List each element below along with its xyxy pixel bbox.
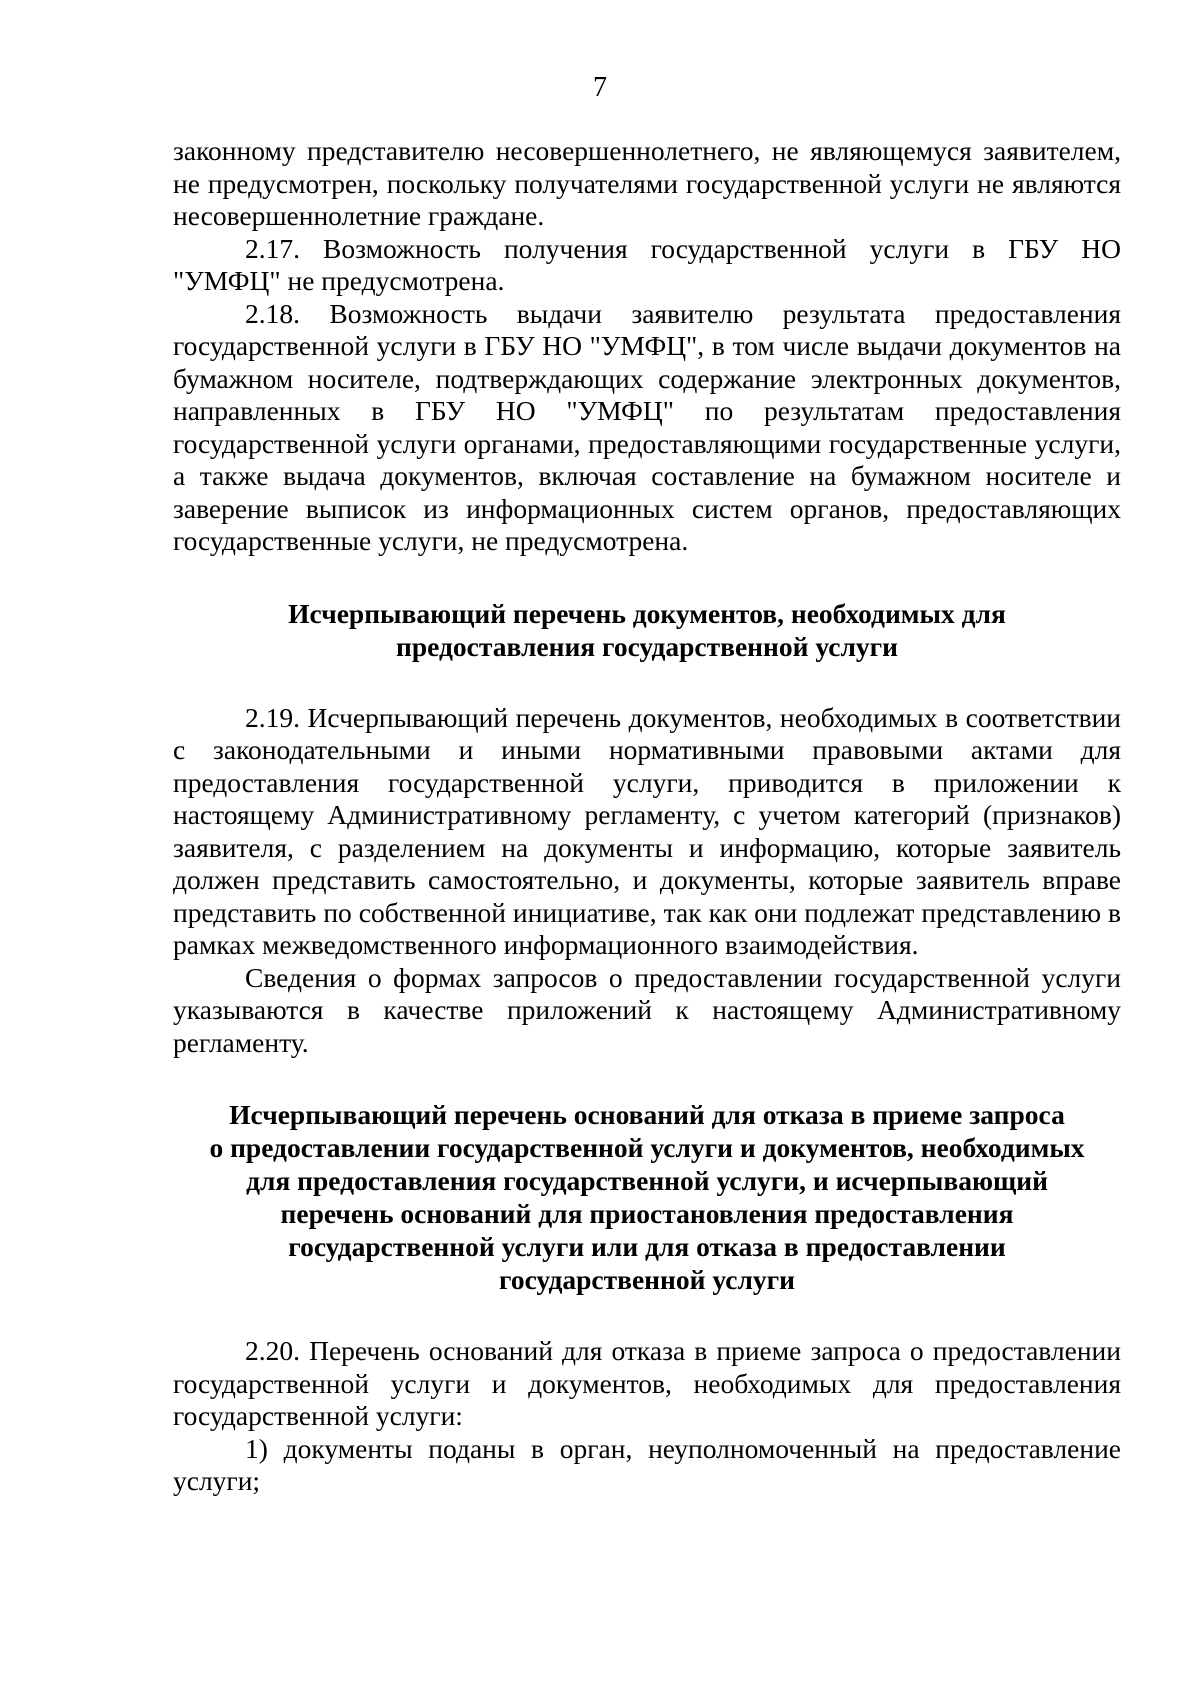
- heading-line: государственной услуги: [499, 1264, 795, 1295]
- heading-line: Исчерпывающий перечень документов, необходимых для: [288, 597, 1006, 629]
- paragraph-2-20: 2.20. Перечень оснований для отказа в приеме запроса о предоставлении государственной услуги и документов, необходимых для предоставления государственной услуги:: [173, 1335, 1121, 1431]
- document-body: [173, 135, 1121, 1498]
- section-heading-documents: [173, 597, 1121, 663]
- page-number: 7: [593, 72, 607, 103]
- heading-line: предоставления государственной услуги: [396, 630, 898, 662]
- paragraph-2-17: 2.17. Возможность получения государственной услуги в ГБУ НО "УМФЦ" не предусмотрена.: [173, 232, 1121, 296]
- paragraph-2-18: 2.18. Возможность выдачи заявителю результата предоставления государственной услуги в ГБУ НО "УМФЦ", в том числе выдачи документов на бумажном носителе, подтверждающих содержание электронных документов, направленных в ГБУ НО "УМФЦ" по результатам предоставления государственной услуги органами, предоставляющими государственные услуги, а также выдача документов, включая составление на бумажном носителе и заверение выписок из информационных систем органов, предоставляющих государственные услуги, не предусмотрена.: [173, 297, 1121, 556]
- list-item-1: 1) документы поданы в орган, неуполномоченный на предоставление услуги;: [173, 1432, 1121, 1496]
- paragraph-2-19: 2.19. Исчерпывающий перечень документов, необходимых в соответствии с законодательными и иными нормативными правовыми актами для предоставления государственной услуги, приводится в приложении к настоящему Административному регламенту, с учетом категорий (признаков) заявителя, с разделением на документы и информацию, которые заявитель должен представить самостоятельно, и документы, которые заявитель вправе представить по собственной инициативе, так как они подлежат представлению в рамках межведомственного информационного взаимодействия.: [173, 701, 1121, 960]
- heading-line: о предоставлении государственной услуги и документов, необходимых: [209, 1132, 1085, 1163]
- heading-line: Исчерпывающий перечень оснований для отказа в приеме запроса: [229, 1099, 1065, 1130]
- heading-line: перечень оснований для приостановления предоставления: [280, 1198, 1014, 1229]
- section-heading-refusal-grounds: [173, 1098, 1121, 1296]
- heading-line: государственной услуги или для отказа в предоставлении: [288, 1231, 1006, 1262]
- paragraph-request-forms: Сведения о формах запросов о предоставлении государственной услуги указываются в качестве приложений к настоящему Административному регламенту.: [173, 961, 1121, 1058]
- paragraph-continuation: законному представителю несовершеннолетнего, не являющемуся заявителем, не предусмотрен, поскольку получателями государственной услуги не являются несовершеннолетние граждане.: [173, 135, 1121, 231]
- heading-line: для предоставления государственной услуги, и исчерпывающий: [246, 1165, 1048, 1196]
